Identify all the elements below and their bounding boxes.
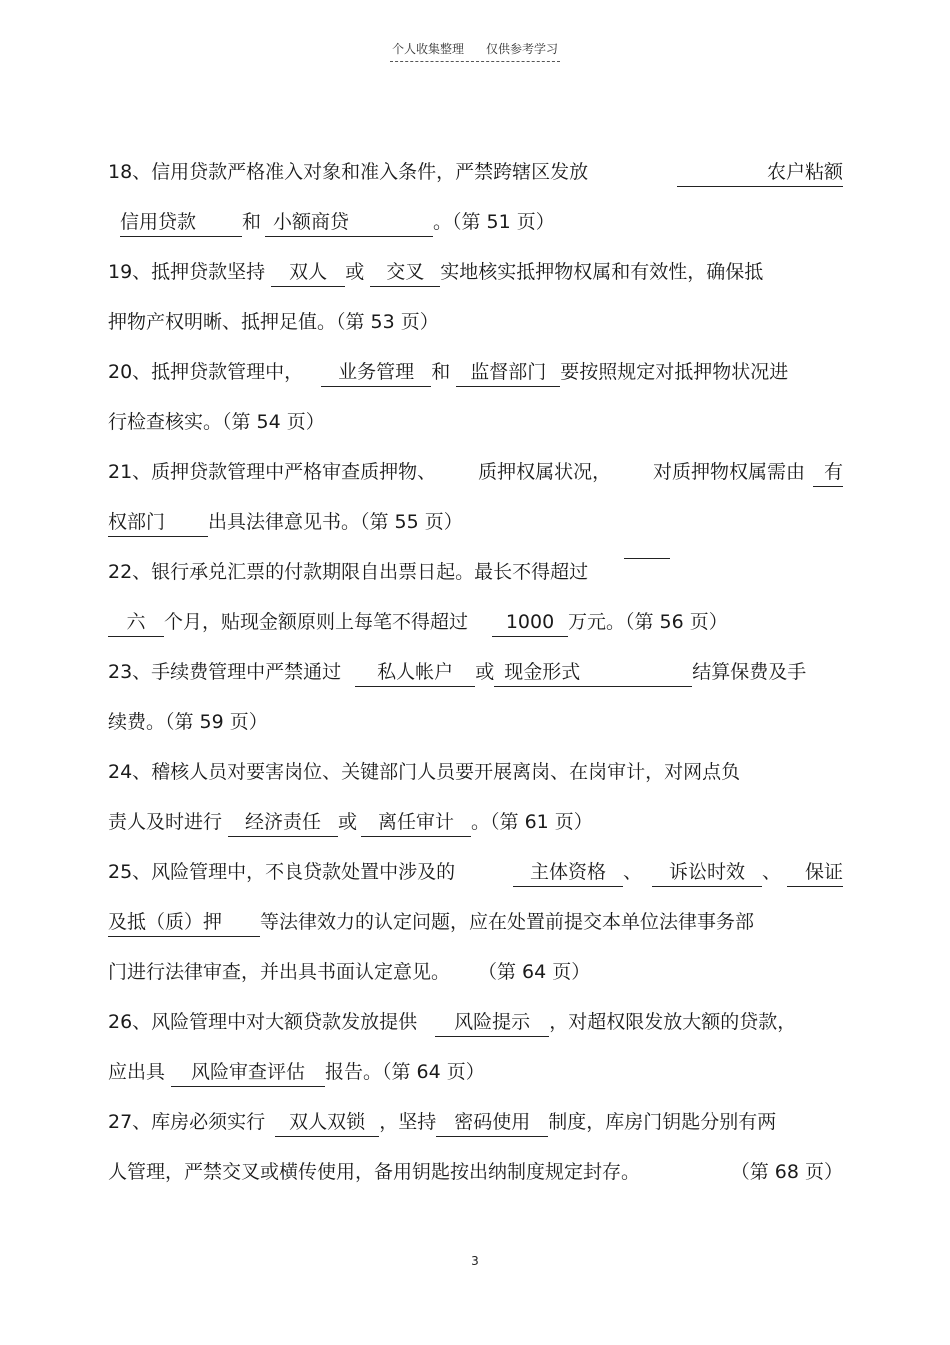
q25-blank1: 主体资格 [513, 858, 623, 887]
q19-text3: 押物产权明晰、抵押足值。（第 53 页） [108, 311, 439, 333]
q18-blank1: 农户粘额 [677, 158, 843, 187]
q24-text2: 责人及时进行 [108, 811, 223, 833]
q22-text2: 个月，贴现金额原则上每笔不得超过 [164, 611, 469, 633]
q27-text4: 人管理，严禁交叉或横传使用，备用钥匙按出纳制度规定封存。 [108, 1161, 641, 1183]
q21-text3: 对质押物权属需由 [652, 461, 805, 483]
q20-and: 和 [431, 361, 451, 383]
document-body [108, 150, 843, 1200]
q27-blank2: 密码使用 [436, 1108, 548, 1137]
q23-or: 或 [475, 661, 495, 683]
q24-page-ref: 。（第 61 页） [471, 811, 593, 833]
q25-blank3: 保证 [787, 858, 843, 887]
q20-blank1: 业务管理 [321, 358, 431, 387]
q24-blank1: 经济责任 [228, 808, 338, 837]
q21-blank1-cont: 权部门 [108, 508, 208, 537]
q19-line2 [108, 300, 843, 350]
q24-text: 24、稽核人员对要害岗位、关键部门人员要开展离岗、在岗审计，对网点负 [108, 761, 741, 783]
q23-line2 [108, 700, 843, 750]
q26-text2: ，对超权限发放大额的贷款， [549, 1011, 797, 1033]
q21-line1 [108, 450, 843, 500]
q26-line1 [108, 1000, 843, 1050]
q18-page-ref: 。（第 51 页） [433, 211, 555, 233]
q24-line2 [108, 800, 843, 850]
q20-text: 20、抵押贷款管理中， [108, 361, 304, 383]
header-right: 仅供参考学习 [486, 42, 559, 56]
q26-text3: 应出具 [108, 1061, 166, 1083]
q18-line1 [108, 150, 843, 200]
q21-line2 [108, 500, 843, 550]
q19-or: 或 [345, 261, 365, 283]
q21-text2: 质押权属状况， [478, 461, 612, 483]
page-header [0, 38, 950, 62]
q25-sep1: 、 [622, 861, 642, 883]
q27-text2: ，坚持 [379, 1111, 437, 1133]
q23-line1 [108, 650, 843, 700]
q18-and: 和 [242, 211, 262, 233]
q21-text1: 21、质押贷款管理中严格审查质押物、 [108, 461, 437, 483]
q20-text2: 要按照规定对抵押物状况进 [560, 361, 789, 383]
q25-sep2: 、 [761, 861, 781, 883]
q27-page-ref: （第 68 页） [730, 1161, 843, 1183]
q20-line1 [108, 350, 843, 400]
q21-blank1: 有 [813, 458, 843, 487]
header-text [390, 40, 560, 62]
q22-blank2: 1000 [492, 608, 568, 637]
q26-line2 [108, 1050, 843, 1100]
q21-text4: 出具法律意见书。（第 55 页） [208, 511, 463, 533]
q18-line2 [108, 200, 843, 250]
q19-text: 19、抵押贷款坚持 [108, 261, 266, 283]
q20-blank2: 监督部门 [456, 358, 560, 387]
q20-text3: 行检查核实。（第 54 页） [108, 411, 325, 433]
q25-text2: 等法律效力的认定问题，应在处置前提交本单位法律事务部 [260, 911, 755, 933]
q22-text: 22、银行承兑汇票的付款期限自出票日起。最长不得超过 [108, 561, 589, 583]
q18-text: 18、信用贷款严格准入对象和准入条件，严禁跨辖区发放 [108, 161, 589, 183]
q22-line2 [108, 600, 843, 650]
q23-text2: 结算保费及手 [692, 661, 807, 683]
q23-text3: 续费。（第 59 页） [108, 711, 268, 733]
header-left: 个人收集整理 [391, 42, 464, 56]
q27-blank1: 双人双锁 [275, 1108, 379, 1137]
q26-blank1: 风险提示 [435, 1008, 549, 1037]
q23-blank1: 私人帐户 [355, 658, 475, 687]
q24-or: 或 [338, 811, 358, 833]
q22-line1 [108, 550, 843, 600]
q25-line3 [108, 950, 843, 1000]
q24-line1 [108, 750, 843, 800]
q25-text: 25、风险管理中，不良贷款处置中涉及的 [108, 861, 456, 883]
q18-blank2: 小额商贷 [265, 208, 433, 237]
q18-blank1-cont: 信用贷款 [120, 208, 242, 237]
q19-text2: 实地核实抵押物权属和有效性，确保抵 [440, 261, 764, 283]
q26-blank2: 风险审查评估 [171, 1058, 325, 1087]
q19-line1 [108, 250, 843, 300]
q25-line1 [108, 850, 843, 900]
q19-blank2: 交叉 [370, 258, 440, 287]
q24-blank2: 离任审计 [361, 808, 471, 837]
q26-text: 26、风险管理中对大额贷款发放提供 [108, 1011, 418, 1033]
q19-blank1: 双人 [271, 258, 345, 287]
q25-text3: 门进行法律审查，并出具书面认定意见。 [108, 961, 451, 983]
q25-blank3-cont: 及抵（质）押 [108, 908, 260, 937]
q27-line1 [108, 1100, 843, 1150]
q27-text: 27、库房必须实行 [108, 1111, 266, 1133]
q23-blank2: 现金形式 [494, 658, 692, 687]
q25-line2 [108, 900, 843, 950]
q23-text: 23、手续费管理中严禁通过 [108, 661, 342, 683]
q22-blank1-start [624, 558, 670, 559]
q22-text3: 万元。（第 56 页） [568, 611, 728, 633]
q26-page-ref: 报告。（第 64 页） [325, 1061, 485, 1083]
q25-blank2: 诉讼时效 [652, 858, 762, 887]
page-number: 3 [471, 1254, 479, 1268]
q22-blank1: 六 [108, 608, 164, 637]
q27-line2 [108, 1150, 843, 1200]
q25-page-ref: （第 64 页） [478, 961, 591, 983]
q27-text3: 制度，库房门钥匙分别有两 [548, 1111, 777, 1133]
q20-line2 [108, 400, 843, 450]
